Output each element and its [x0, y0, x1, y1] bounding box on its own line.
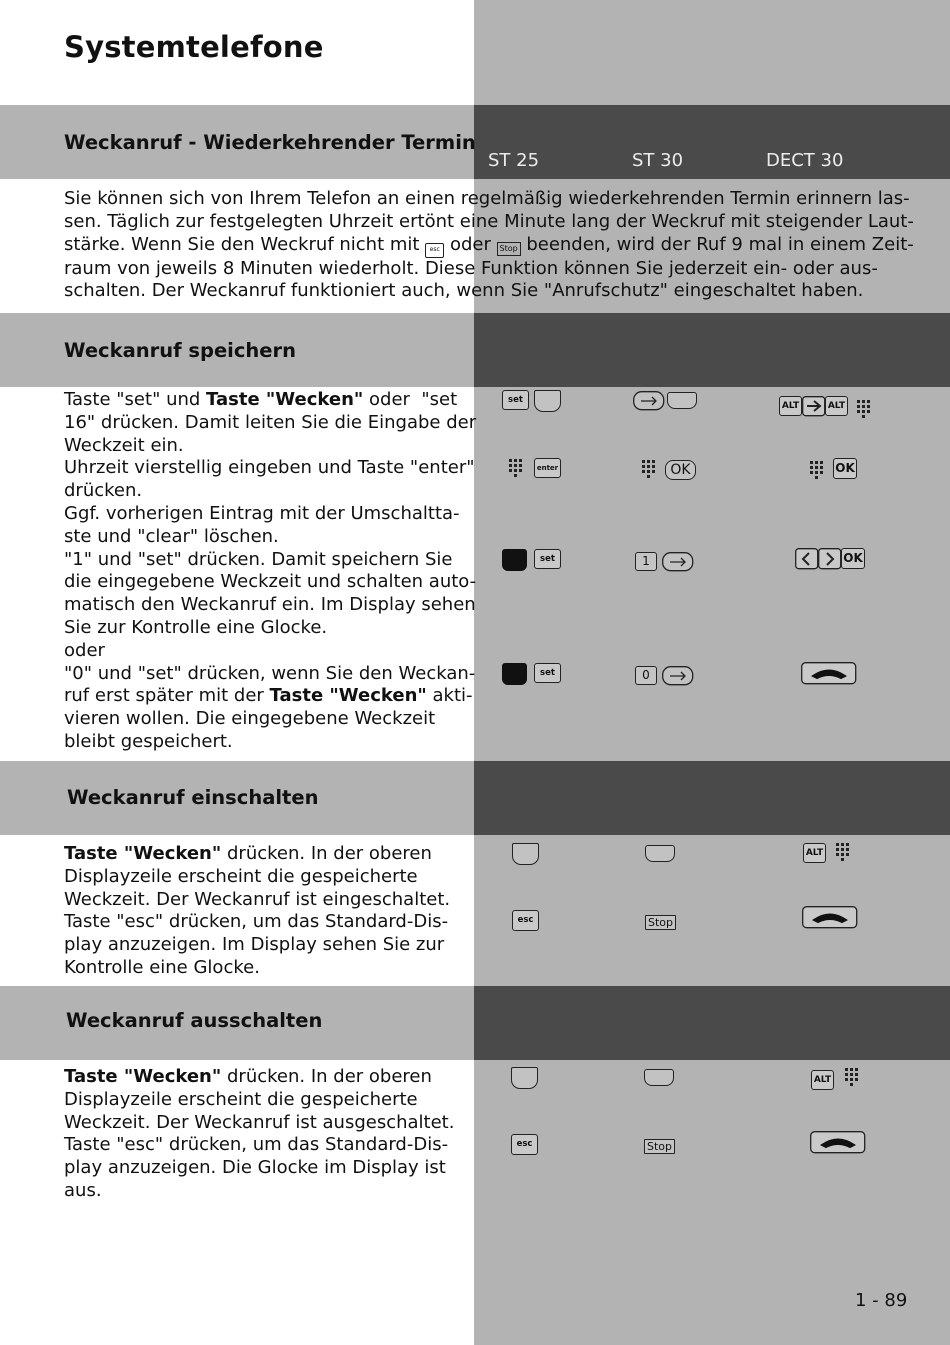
model-label-dect30: DECT 30 [766, 150, 844, 171]
set-key-icon: set [502, 390, 529, 410]
section-title-main: Weckanruf - Wiederkehrender Termin [64, 131, 476, 154]
digit-1-key-icon: 1 [635, 552, 657, 571]
wecken-softkey-icon [512, 843, 539, 865]
keypad-icon [845, 1068, 859, 1089]
model-label-st30: ST 30 [632, 150, 684, 171]
section-header-dark-band [474, 986, 950, 1060]
keypad-icon [836, 843, 850, 864]
arrow-key-icon [633, 391, 665, 411]
section-title-off: Weckanruf ausschalten [66, 1009, 323, 1032]
arrow-key-icon [662, 666, 694, 686]
arrow-key-icon [662, 552, 694, 572]
hangup-key-icon [810, 1131, 866, 1154]
models-header-band [474, 105, 950, 179]
wecken-softkey-icon [511, 1067, 538, 1089]
page-title: Systemtelefone [64, 30, 324, 64]
enter-key-icon: enter [534, 458, 561, 478]
on-instructions: Taste "Wecken" drücken. In der oberen Displayzeile erscheint die gespeicherte Weckzeit. Der Weckanruf ist eingeschaltet. Taste "esc" drücken, um das Standard-Dis- play anzuzeigen. Im Display sehen Sie zur Kontrolle eine Glocke. [64, 843, 451, 978]
left-key-icon [795, 548, 819, 570]
keypad-icon [810, 461, 824, 482]
stop-key-icon: Stop [644, 1139, 675, 1154]
stop-key-icon: Stop [497, 242, 521, 256]
wecken-softkey-icon [644, 1069, 674, 1086]
wecken-softkey-icon [667, 392, 697, 409]
wecken-softkey-icon [534, 390, 561, 412]
alt-key-icon: ALT [779, 396, 802, 416]
section-header-dark-band [474, 313, 950, 387]
section-title-on: Weckanruf einschalten [67, 786, 319, 809]
ok-key-icon: OK [665, 460, 696, 480]
save-instructions: Taste "set" und Taste "Wecken" oder "set 16" drücken. Damit leiten Sie die Eingabe der Weckzeit ein. Uhrzeit vierstellig eingeben und Taste "enter" drücken. Ggf. vorherigen Eintrag mit der Umschaltta- ste und "clear" löschen. "1" und "set" drücken. Damit speichern Sie die eingegebene Weckzeit und schalten auto- matisch den Weckanruf ein. Im Display sehen Sie zur Kontrolle eine Glocke. oder "0" und "set" drücken, wenn Sie den Weckan- ruf erst später mit der Taste "Wecken" akti- vieren wollen. Die eingegebene Weckzeit bleibt gespeichert. [64, 389, 477, 752]
off-instructions: Taste "Wecken" drücken. In der oberen Displayzeile erscheint die gespeicherte Weckzeit. Der Weckanruf ist ausgeschaltet. Taste "esc" drücken, um das Standard-Dis- play anzuzeigen. Die Glocke im Display ist aus. [64, 1066, 455, 1201]
hangup-key-icon [801, 662, 857, 685]
intro-paragraph: Sie können sich von Ihrem Telefon an einen regelmäßig wiederkehrenden Termin erinnern las- sen. Täglich zur festgelegten Uhrzeit ertönt eine Minute lang der Weckruf mit steigender Laut- stärke. Wenn Sie den Weckruf nicht mit esc oder Stop beenden, wird der Ruf 9 mal in einem Zeit- raum von jeweils 8 Minuten wiederholt. Diese Funktion können Sie jederzeit ein- oder aus- schalten. Der Weckanruf funktioniert auch, wenn Sie "Anrufschutz" eingeschaltet haben. [64, 188, 914, 302]
shift-key-icon [502, 549, 527, 571]
stop-key-icon: Stop [645, 915, 676, 930]
page-number: 1 - 89 [855, 1290, 908, 1311]
right-key-icon [818, 548, 842, 570]
shift-key-icon [502, 663, 527, 685]
alt-key-icon: ALT [803, 843, 826, 863]
keypad-icon [642, 460, 656, 481]
model-label-st25: ST 25 [488, 150, 540, 171]
set-key-icon: set [534, 663, 561, 683]
arrow-right-key-icon [802, 396, 826, 417]
keypad-icon [509, 459, 523, 480]
set-key-icon: set [534, 549, 561, 569]
keypad-icon [857, 400, 871, 421]
hangup-key-icon [802, 906, 858, 929]
section-title-save: Weckanruf speichern [64, 339, 297, 362]
section-header-dark-band [474, 761, 950, 835]
esc-key-icon: esc [511, 1134, 538, 1155]
wecken-softkey-icon [645, 845, 675, 862]
alt-key-icon: ALT [811, 1070, 834, 1090]
digit-0-key-icon: 0 [635, 666, 657, 685]
esc-key-icon: esc [512, 910, 539, 931]
esc-key-icon: esc [425, 243, 444, 258]
alt-key-icon: ALT [825, 396, 848, 416]
ok-key-icon: OK [841, 548, 865, 569]
ok-key-icon: OK [833, 458, 857, 479]
